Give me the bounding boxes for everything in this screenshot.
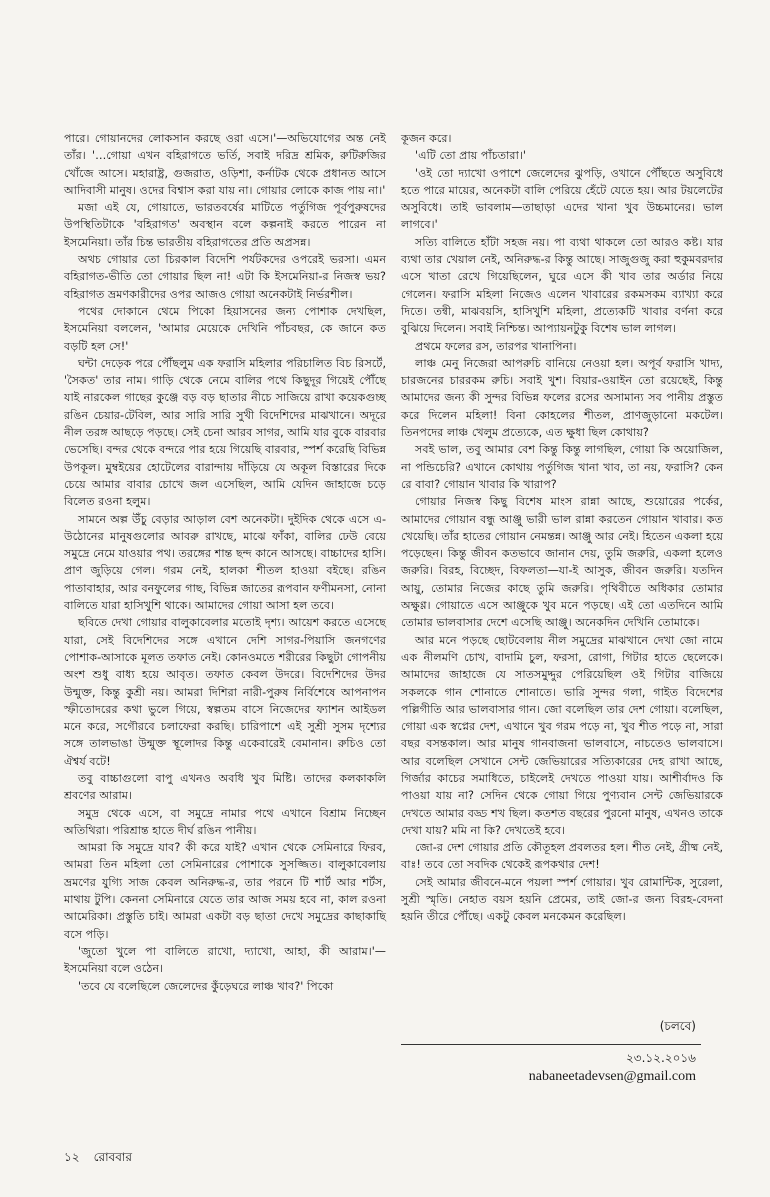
- paragraph: পারে। গোয়ানদের লোকসান করছে ওরা এসে।'—অভিযোগের অন্ত নেই তাঁর। '…গোয়া এখন বহিরাগতে ভর্তি, সবাই দরিদ্র শ্রমিক, রুটিরুজির খোঁজে আসে। মহারাষ্ট্র, গুজরাত, ওড়িশা, কর্নাটক থেকে প্রধানত আসে আদিবাসী মানুষ। ওদের বিশ্বাস করা যায় না। গোয়ার লোকে কাজ পায় না।': [64, 132, 386, 197]
- paragraph: ঘন্টা দেড়েক পরে পৌঁছলুম এক ফরাসি মহিলার পরিচালিত বিচ রিসর্টে, 'সৈকত' তার নাম। গাড়ি থেকে নেমে বালির পথে কিছুদূর গিয়েই পৌঁছে যাই নারকেল গাছের কুঞ্জে বড় বড় ছাতার নীচে সাজিয়ে রাখা কয়েকগুচ্ছ রঙিন চেয়ার-টেবিল, আর সারি সারি সুখী বিদেশিদের মাঝখানে। অদূরে নীল তরঙ্গ আছড়ে পড়ছে। সেই চেনা আরব সাগর, আমি যার বুকে বারবার ভেসেছি। বন্দর থেকে বন্দরে পার হয়ে গিয়েছি বারবার, স্পর্শ করেছি বিভিন্ন উপকূল। মুম্বইয়ের হোটেলের বারান্দায় দাঁড়িয়ে যে অকূল বিস্তারের দিকে চেয়ে আমার বাবার চোখে জল এসেছিল, আমি যেদিন জাহাজে চড়ে বিলেত রওনা হলুম।: [64, 356, 386, 509]
- paragraph: 'এটি তো প্রায় পাঁচতারা।': [415, 149, 526, 163]
- paragraph: আর মনে পড়ছে ছোটবেলায় নীল সমুদ্রের মাঝখানে দেখা জো নামে এক নীলমণি চোখ, বাদামি চুল, ফরসা, রোগা, গিটার হাতে ছেলেকে। আমাদের জাহাজে যে সাতসমুদ্দুর পেরিয়েছিল ওই গিটার বাজিয়ে সকলকে গান শোনাতে শোনাতে। ভারি সুন্দর গলা, গাইত বিদেশের পল্লিগীতি আর ভালবাসার গান। জো বলেছিল তার দেশ গোয়া। বলেছিল, গোয়া এক স্বপ্নের দেশ, এখানে খুব গরম পড়ে না, খুব শীত পড়ে না, সারা বছর বসন্তকাল। আর মানুষ গানবাজনা ভালবাসে, নাচতেও ভালবাসে। আর বলেছিল সেখানে সেন্ট জেভিয়ারের সত্যিকারের দেহ রাখা আছে, গির্জার কাচের সমাধিতে, চাইলেই দেখতে পাওয়া যায়। আশীর্বাদও কি পাওয়া যায় না? সেদিন থেকে গোয়া গিয়ে পুণ্যবান সেন্ট জেভিয়ারকে দেখতে আমার বড্ড শখ ছিল। কতশত বছরের পুরনো মানুষ, এখনও তাকে দেখা যায়? মমি না কি? দেখতেই হবে।: [401, 633, 723, 837]
- paragraph: সমুদ্র থেকে এসে, বা সমুদ্রে নামার পথে এখানে বিশ্রাম নিচ্ছেন অতিথিরা। পরিশ্রান্ত হাতে দীর্ঘ রঙিন পানীয়।: [64, 806, 386, 837]
- paragraph: গোয়ার নিজস্ব কিছু বিশেষ মাংস রান্না আছে, শুয়োরের পর্কের, আমাদের গোয়ান বন্ধু আঞ্জু ভারী ভাল রান্না করতেন গোয়ান খাবার। কত খেয়েছি। তাঁর হাতের গোয়ান নেমন্তন্ন। আঞ্জু আর নেই। হিতেন একলা হয়ে পড়েছেন। কিন্তু জীবন কতভাবে জানান দেয়, তুমি জরুরি, একলা হলেও জরুরি। বিরহ, বিচ্ছেদ, বিফলতা—যা-ই আসুক, জীবন জরুরি। যতদিন আয়ু, তোমার নিজের কাছে তুমি জরুরি। পৃথিবীতে অধিকার তোমার অক্ষুণ্ণ। গোয়াতে এসে আঞ্জুকে খুব মনে পড়ছে। এই তো এতদিনে আমি তোমার ভালবাসার দেশে এসেছি আঞ্জু। অনেকদিন দেখিনি তোমাকে।: [401, 495, 723, 630]
- signature-divider: [401, 1044, 701, 1045]
- page-number: ১২: [64, 1150, 80, 1164]
- author-email: nabaneetadevsen@gmail.com: [528, 1069, 696, 1084]
- paragraph: প্রথমে ফলের রস, তারপর খানাপিনা।: [415, 339, 577, 353]
- paragraph: কূজন করে।: [401, 132, 452, 145]
- paragraph: ছবিতে দেখা গোয়ার বালুকাবেলার মতোই দৃশ্য। আয়েশ করতে এসেছে যারা, সেই বিদেশিদের সঙ্গে এখানে দেশি সাগর-পিয়াসি জনগণের পোশাক-আসাকে মূলত তফাত নেই। কোনওমতে শরীরের কিছুটা গোপনীয় অংশ শুধু বাধ্য হয়ে আবৃত। তফাত কেবল উদরে। বিদেশিদের উদর উন্মুক্ত, কিন্তু কুশ্রী নয়। আমরা দিশিরা নারী-পুরুষ নির্বিশেষে আপনাপন স্ফীতোদরের কথা ভুলে গিয়ে, স্বল্পতম বাসে নিজেদের ফ্যাশন আইডল মনে করে, সগৌরবে চলাফেরা করছি। চারিপাশে এই সুশ্রী সুসম দৃশ্যের সঙ্গে তালভাঙা উন্মুক্ত স্থূলোদর কিন্তু একেবারেই বেমানান। রুচিও তো ঐশ্বর্য বটে!: [64, 616, 386, 768]
- left-column: [64, 130, 386, 995]
- paragraph: 'তবে যে বলেছিলে জেলেদের কুঁড়েঘরে লাঞ্চ খাব?' পিকো: [78, 979, 334, 993]
- paragraph: অথচ গোয়ার তো চিরকাল বিদেশি পর্যটকদের ওপরেই ভরসা। এমন বহিরাগত-ভীতি তো গোয়ার ছিল না! এটা কি ইসমেনিয়া-র নিজস্ব ভয়? বহিরাগত ভ্রমণকারীদের ওপর আজও গোয়া অনেকটাই নির্ভরশীল।: [64, 253, 386, 301]
- page-footer: [64, 1149, 146, 1169]
- paragraph: পথের দোকানে থেমে পিকো হিয়াসনের জন্য পোশাক দেখছিল, ইসমেনিয়া বললেন, 'আমার মেয়েকে দেখিনি পাঁচবছর, কে জানে কত বড়টি হল সে!': [64, 304, 386, 353]
- paragraph: সামনে অল্প উঁচু বেড়ার আড়াল বেশ অনেকটা। দুইদিক থেকে এসে এ-উঠোনের মানুষগুলোর আবরু রাখছে, মাঝে ফাঁকা, বালির ঢেউ বেয়ে সমুদ্রে নেমে যাওয়ার পথ। তরঙ্গের শান্ত ছন্দ কানে আসছে। বাচ্চাদের হাসি। প্রাণ জুড়িয়ে গেল। গরম নেই, হালকা শীতল হাওয়া বইছে। রঙিন পাতাবাহার, আর বনফুলের গাছ, বিভিন্ন জাতের রূপবান ফণীমনসা, নোনা বালিতে যারা হাসিখুশি থাকে। আমাদের গোয়া আসা হল তবে।: [64, 512, 386, 613]
- paragraph: লাঞ্চ মেনু নিজেরা আপরুচি বানিয়ে নেওয়া হল। অপূর্ব ফরাসি খাদ্য, চারজনের চাররকম রুচি। সবাই খুশ। বিয়ার-ওয়াইন তো রয়েছেই, কিন্তু আমাদের জন্য কী সুন্দর বিভিন্ন ফলের রসের অসামান্য সব পানীয় প্রস্তুত করে দিলেন মহিলা! বিনা কোহলের শীতল, প্রাণজুড়ানো মকটেল। তিনপদের লাঞ্চ খেলুম প্রত্যেকে, এত ক্ষুধা ছিল কোথায়?: [401, 356, 723, 440]
- right-column: [401, 130, 723, 926]
- paragraph: সবই ভাল, তবু আমার বেশ কিন্তু কিন্তু লাগছিল, গোয়া কি অয়োজিল, না পন্ডিচেরি? এখানে কোথায় পর্তুগিজ খানা খাব, তা নয়, ফরাসি? কেন রে বাবা? গোয়ান খাবার কি খারাপ?: [401, 443, 723, 491]
- paragraph: 'জুতো খুলে পা বালিতে রাখো, দ্যাখো, আহা, কী আরাম।'—ইসমেনিয়া বলে ওঠেন।: [64, 944, 386, 976]
- paragraph: জো-র দেশ গোয়ার প্রতি কৌতূহল প্রবলতর হল। শীত নেই, গ্রীষ্ম নেই, বাঃ! তবে তো সবদিক থেকেই রূপকথার দেশ!: [401, 841, 723, 872]
- paragraph: সেই আমার জীবনে-মনে পয়লা স্পর্শ গোয়ার। খুব রোমান্টিক, সুরেলা, সুশ্রী স্মৃতি। নেহাত বয়স হয়নি প্রেমের, তাই জো-র জন্য বিরহ-বেদনা হয়নি তীরে পৌঁছে। একটু কেবল মনকেমন করেছিল।: [401, 875, 723, 924]
- paragraph: সত্যি বালিতে হাঁটা সহজ নয়। পা ব্যথা থাকলে তো আরও কষ্ট। যার ব্যথা তার খেয়াল নেই, অনিরুদ্ধ-র কিন্তু আছে। সাজুগুজু করা হুকুমবরদার এসে খাতা রেখে গিয়েছিলেন, ঘুরে এসে কী খাব তার অর্ডার নিয়ে গেলেন। ফরাসি মহিলা নিজেও এলেন খাবারের রকমসকম ব্যাখ্যা করে দিতে। তন্বী, মাঝবয়সি, হাসিখুশি মহিলা, প্রত্যেকটি খাবার বর্ণনা করে বুঝিয়ে দিলেন। সবাই নিশ্চিন্ত। আপ্যায়নটুকু বিশেষ ভাল লাগল।: [401, 235, 723, 336]
- continued-label: (চলবে): [659, 1019, 696, 1033]
- paragraph: তবু বাচ্চাগুলো বাপু এখনও অবধি খুব মিষ্টি। তাদের কলকাকলি শ্রবণের আরাম।: [64, 771, 386, 803]
- article-date: ২৩.১২.২০১৬: [625, 1051, 696, 1065]
- paragraph: 'ওই তো দ্যাখো ওপাশে জেলেদের ঝুপড়ি, ওখানে পৌঁছতে অসুবিধে হতে পারে মায়ের, অনেকটা বালি পেরিয়ে হেঁটে যেতে হয়। আর টয়লেটের অসুবিধে। তাই ভাবলাম—তাছাড়া এদের খানা খুব উচ্চমানের। ভাল লাগবে।': [401, 166, 723, 232]
- paragraph: মজা এই যে, গোয়াতে, ভারতবর্ষের মাটিতে পর্তুগিজ পূর্বপুরুষদের উপস্থিতিটাকে 'বহিরাগত' অবস্থান বলে কল্পনাই করতে পারেন না ইসমেনিয়া। তাঁর চিন্ত ভারতীয় বহিরাগতের প্রতি অপ্রসন্ন।: [64, 201, 386, 249]
- paragraph: আমরা কি সমুদ্রে যাব? কী করে যাই? এখান থেকে সেমিনারে ফিরব, আমরা তিন মহিলা তো সেমিনারের পোশাকে সুসজ্জিত। বালুকাবেলায় ভ্রমণের যুগ্যি সাজ কেবল অনিরুদ্ধ-র, তার পরনে টি শার্ট আর শর্টস, মাথায় টুপি। কেননা সেমিনারে যেতে তার আজ সময় হবে না, কাল রওনা আমেরিকা। প্রস্তুতি চাই। আমরা একটা বড় ছাতা দেখে সমুদ্রের কাছাকাছি বসে পড়ি।: [64, 841, 386, 941]
- magazine-name: রোববার: [93, 1150, 132, 1164]
